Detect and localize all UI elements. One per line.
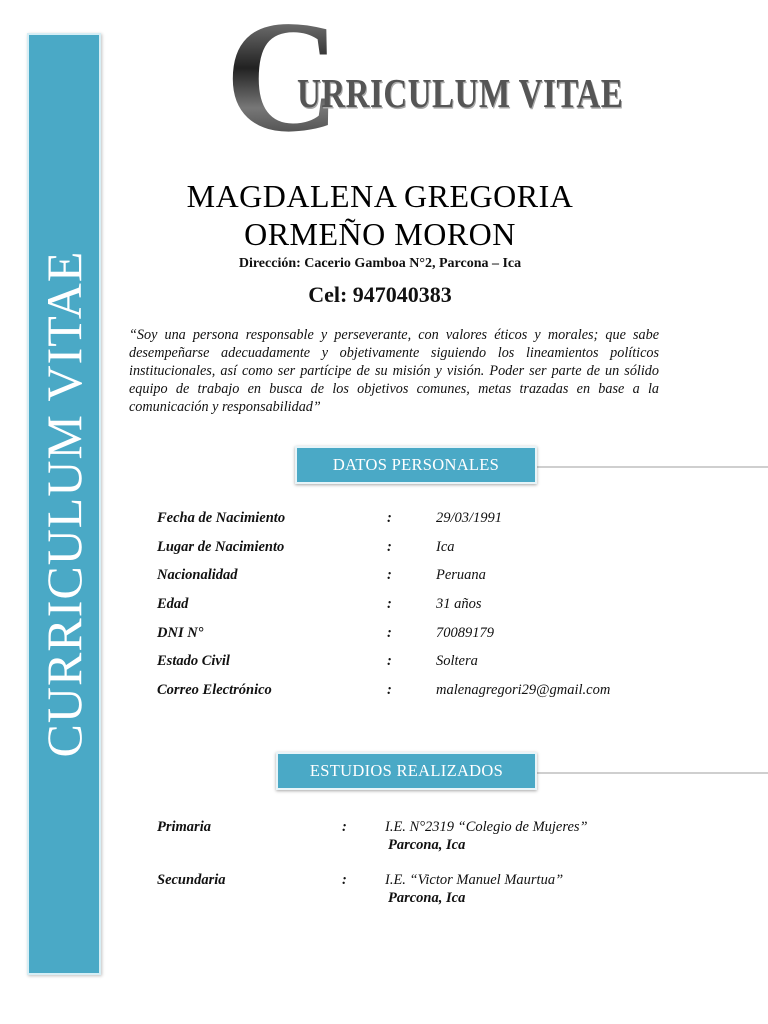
study-school: I.E. “Victor Manuel Maurtua”	[385, 872, 564, 888]
personal-label: DNI N°	[157, 625, 204, 641]
study-separator: :	[342, 819, 347, 835]
personal-separator: :	[387, 625, 392, 641]
study-place: Parcona, Ica	[388, 837, 466, 853]
personal-label: Nacionalidad	[157, 567, 238, 583]
logo-initial: C	[225, 0, 341, 156]
study-place: Parcona, Ica	[388, 890, 466, 906]
personal-separator: :	[387, 567, 392, 583]
personal-separator: :	[387, 653, 392, 669]
section-divider-studies	[520, 772, 768, 774]
personal-separator: :	[387, 510, 392, 526]
sidebar-title: CURRICULUM VITAE	[36, 250, 92, 758]
cv-logo	[225, 0, 625, 165]
personal-value: malenagregori29@gmail.com	[436, 682, 611, 698]
personal-value: Peruana	[436, 567, 486, 583]
address: Dirección: Cacerio Gamboa N°2, Parcona – Ica	[238, 256, 522, 271]
section-heading-studies: ESTUDIOS REALIZADOS	[276, 752, 537, 790]
personal-label: Edad	[157, 596, 189, 612]
personal-label: Lugar de Nacimiento	[157, 539, 285, 555]
full-name-line1: MAGDALENA GREGORIA	[186, 178, 574, 214]
study-school: I.E. N°2319 “Colegio de Mujeres”	[385, 819, 588, 835]
study-level: Secundaria	[157, 872, 226, 888]
personal-separator: :	[387, 596, 392, 612]
personal-separator: :	[387, 682, 392, 698]
personal-value: 70089179	[436, 625, 494, 641]
phone: Cel: 947040383	[308, 282, 452, 307]
personal-label: Estado Civil	[157, 653, 230, 669]
personal-value: Ica	[436, 539, 455, 555]
personal-separator: :	[387, 539, 392, 555]
full-name-line2: ORMEÑO MORON	[244, 216, 516, 252]
personal-label: Fecha de Nacimiento	[157, 510, 286, 526]
study-level: Primaria	[157, 819, 211, 835]
personal-value: Soltera	[436, 653, 478, 669]
sidebar-banner	[27, 33, 101, 975]
study-separator: :	[342, 872, 347, 888]
profile-quote: “Soy una persona responsable y perseverante, con valores éticos y morales; que sabe desempeñarse adecuadamente y objetivamente siguiendo los lineamientos políticos institucionales, así como ser partícipe de su misión y visión. Poder ser parte de un sólido equipo de trabajo en busca de los objetivos comunes, metas trazadas en base a la comunicación y responsabilidad”	[129, 327, 659, 415]
logo-text: URRICULUM VITAE	[297, 72, 624, 117]
personal-label: Correo Electrónico	[157, 682, 272, 698]
personal-value: 31 años	[436, 596, 482, 612]
personal-value: 29/03/1991	[436, 510, 503, 526]
section-divider-personal	[520, 466, 768, 468]
section-heading-personal: DATOS PERSONALES	[295, 446, 537, 484]
